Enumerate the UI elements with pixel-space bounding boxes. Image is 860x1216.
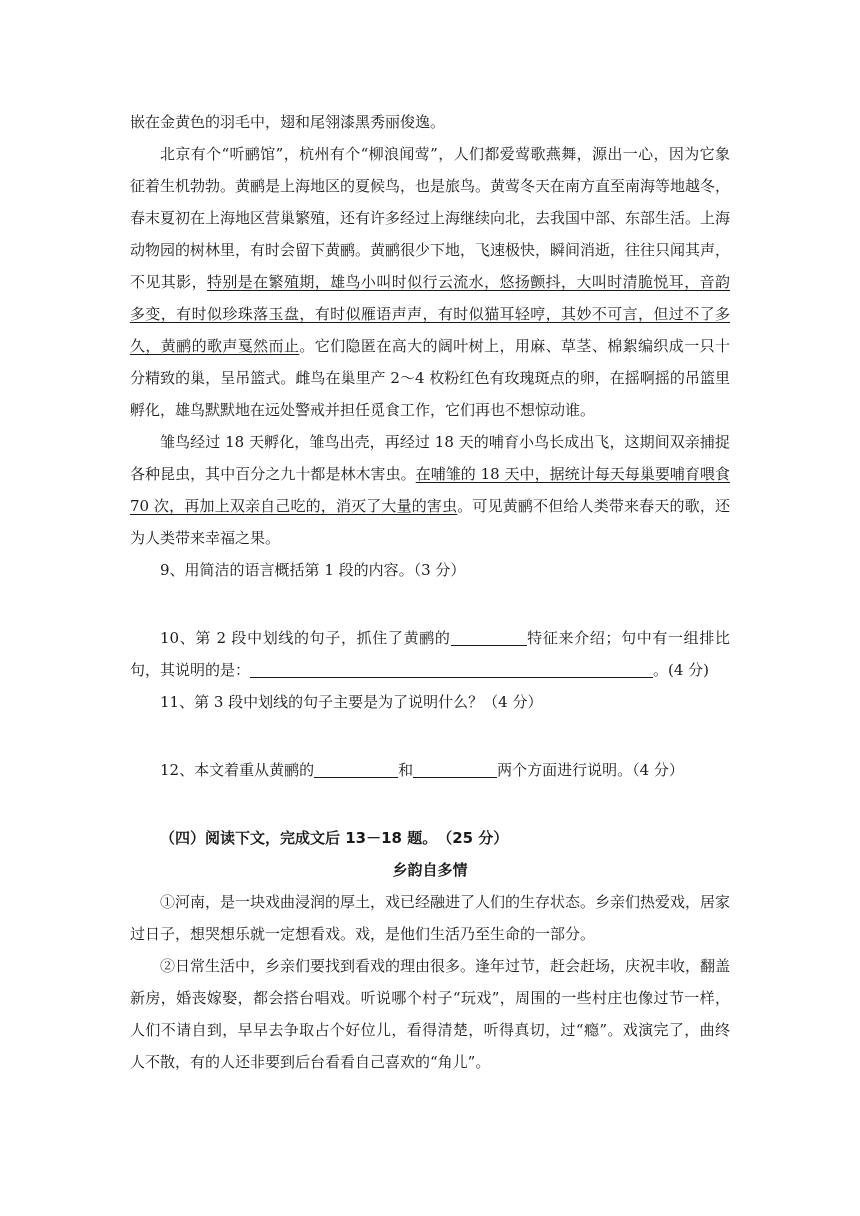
question-text: 。(4 分) <box>653 661 710 679</box>
question-9: 9、用简洁的语言概括第 1 段的内容。（3 分） <box>160 561 466 579</box>
passage-paragraph-2 <box>130 138 730 426</box>
answer-space-q9[interactable] <box>130 586 730 622</box>
passage-paragraph-1-tail: 嵌在金黄色的羽毛中，翅和尾翎漆黑秀丽俊逸。 <box>130 113 446 131</box>
passage-paragraph-3 <box>130 426 730 554</box>
question-11: 11、第 3 段中划线的句子主要是为了说明什么？（4 分） <box>160 693 543 711</box>
passage-text: 雏鸟经过 18 天孵化，雏鸟出壳，再经过 18 天的哺育小鸟长成出飞，这期间双亲捕捉各种昆虫，其中百分之九十都是林木害虫。 <box>130 433 730 483</box>
article-paragraph-2: ②日常生活中，乡亲们要找到看戏的理由很多。逢年过节，赶会赶场，庆祝丰收，翻盖新房，婚丧嫁娶，都会搭台唱戏。听说哪个村子“玩戏”，周围的一些村庄也像过节一样，人们不请自到，早早去争取占个好位儿，看得清楚，听得真切，过“瘾”。戏演完了，曲终人不散，有的人还非要到后台看看自己喜欢的“角儿”。 <box>130 957 731 1071</box>
section-spacer <box>130 786 730 822</box>
passage-text: 。它们隐匿在高大的阔叶树上，用麻、草茎、棉絮编织成一只十分精致的巢，呈吊篮式。雌鸟在巢里产 2～4 枚粉红色有玫瑰斑点的卵，在摇啊摇的吊篮里孵化，雄鸟默默地在远处警戒并担任觅食工作，它们再也不想惊动谁。 <box>130 337 730 419</box>
answer-blank-q10-1[interactable] <box>451 627 527 646</box>
underlined-sentence-p2: 特别是在繁殖期，雄鸟小叫时似行云流水，悠扬颤抖，大叫时清脆悦耳，音韵多变，有时似珍珠落玉盘，有时似雁语声声，有时似猫耳轻哼，其妙不可言，但过不了多久，黄鹂的歌声戛然而止 <box>130 273 730 355</box>
answer-blank-q12-2[interactable] <box>413 759 497 778</box>
answer-space-q11[interactable] <box>130 718 730 754</box>
answer-blank-q12-1[interactable] <box>314 759 398 778</box>
question-12 <box>130 754 730 786</box>
question-text: 两个方面进行说明。（4 分） <box>497 761 684 779</box>
answer-blank-q10-2[interactable] <box>250 659 653 678</box>
question-10 <box>130 622 730 686</box>
underlined-sentence-p3: 在哺雏的 18 天中，据统计每天每巢要哺育喂食 70 次，再加上双亲自己吃的，消灭了大量的害虫 <box>130 465 730 515</box>
article-paragraph-1: ①河南，是一块戏曲浸润的厚土，戏已经融进了人们的生存状态。乡亲们热爱戏，居家过日子，想哭想乐就一定想看戏。戏，是他们生活乃至生命的一部分。 <box>130 893 731 943</box>
question-text: 特征来介绍；句中有一组排比句，其说明的是： <box>130 629 730 679</box>
page-content <box>130 106 730 1078</box>
article-title: 乡韵自多情 <box>392 861 468 879</box>
passage-text: 北京有个“听鹂馆”，杭州有个“柳浪闻莺”，人们都爱莺歌燕舞，源出一心，因为它象征着生机勃勃。黄鹂是上海地区的夏候鸟，也是旅鸟。黄莺冬天在南方直至南海等地越冬，春末夏初在上海地区营巢繁殖，还有许多经过上海继续向北，去我国中部、东部生活。上海动物园的树林里，有时会留下黄鹂。黄鹂很少下地，飞速极快，瞬间消逝，往往只闻其声，不见其影， <box>130 145 731 291</box>
question-text: 12、本文着重从黄鹂的 <box>160 761 315 779</box>
question-text: 和 <box>398 761 414 779</box>
section-4-heading: （四）阅读下文，完成文后 13－18 题。 （25 分） <box>160 829 509 847</box>
passage-text: 。可见黄鹂不但给人类带来春天的歌，还为人类带来幸福之果。 <box>130 497 730 547</box>
question-text: 10、第 2 段中划线的句子，抓住了黄鹂的 <box>160 629 451 647</box>
